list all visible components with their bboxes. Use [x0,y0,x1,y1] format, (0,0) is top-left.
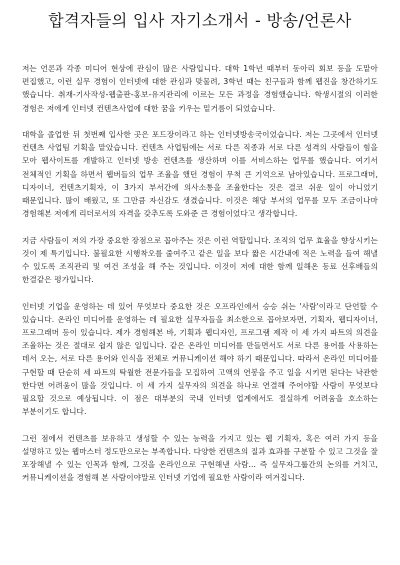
document-title: 합격자들의 입사 자기소개서 - 방송/언론사 [48,11,352,30]
paragraph-conclusion: 그런 점에서 컨텐츠를 보유하고 생성할 수 있는 능력을 가지고 있는 웹 기획자, 혹은 여러 가지 등을 설명하고 있는 웹마스터 정도만으로는 부족합니다. 다양한 컨텐츠의 질과 효과를 구분할 수 있고 그것을 잘 포장해낼 수 있는 인목과 함께, 그것을 온라인으로 구현해낸 사람... 즉 실무자그룹간의 논의를 거치고, 커뮤니케이션을 경험해 본 사람이야말로 인터넷 기업에 필요한 사람이라 여겨집니다. [22,433,378,483]
paragraph-intro: 저는 언론과 각종 미디어 현상에 관심이 많은 사람입니다. 대학 1학년 때부터 동아리 회보 등을 도맡아 편집했고, 이런 실무 경험이 인터넷에 대한 관심과 맞물려, 3학년 때는 친구들과 함께 웹진을 창간하기도 했습니다. 취재-기사작성-웹출판-홍보-유지관리에 이르는 모든 과정을 경험했습니다. 학생시절의 이러한 경험은 저에게 인터넷 컨텐츠사업에 대한 꿈을 키우는 밑거름이 되었습니다. [22,64,378,113]
document-body [22,62,378,484]
paragraph-first-job: 대학을 졸업한 뒤 첫번째 입사한 곳은 포드장이라고 하는 인터넷방송국이었습니다. 저는 그곳에서 인터넷 컨텐츠 사업팀 기획을 맡았습니다. 컨텐츠 사업팀에는 서로 다른 직종과 서로 다른 성격의 사람들이 힘을 모아 웹사이트를 개발하고 인터넷 방송 컨텐츠를 생산하며 이를 서비스하는 업무를 했습니다. 여기서 전체적인 기획을 하면서 웹버들의 업무 조율을 했던 경험이 무척 큰 기억으로 남아있습니다. 프로그래머, 디자이너, 컨텐츠기획자, 이 3가지 부서간에 의사소통을 조율한다는 것은 결코 쉬운 일이 아니었기 때문입니다. 많이 배웠고, 또 그만큼 자신감도 생겼습니다. 이것은 해당 부서의 업무를 모두 조금이나마 경험해본 저에게 리더로서의 자격을 갖추도록 도와준 큰 경험이었다고 생각합니다. [22,130,378,219]
paragraph-strengths: 지금 사람들이 저의 가장 중요한 장점으로 꼽아주는 것은 이런 역할입니다. 조직의 업무 효율을 향상시키는 것이 제 특기입니다. 불필요한 시행착오를 줄여주고 같은 일을 보다 짧은 시간내에 적은 노력을 들여 해낼 수 있도록 조직관리 및 여건 조성을 해 주는 것입니다. 이것이 저에 대한 함께 일해온 동료 선후배들의 한결같은 평가입니다. [22,235,378,285]
paragraph-people: 인터넷 기업을 운영하는 데 있어 무엇보다 중요한 것은 오프라인에서 승승 쉬는 '사람'이라고 단언할 수 있습니다. 온라인 미디어를 운영하는 데 필요한 실무자들을 최소한으로 꼽아보자면, 기획자, 웹디자이너, 프로그래머 등이 있습니다. 제가 경험해본 바, 기획과 웹디자인, 프로그램 제작 이 세 가지 파트의 의견을 조율하는 것은 절대로 쉽지 않은 일입니다. 같은 온라인 미디어를 만들면서도 서로 다른 용어를 사용하는 데서 오는, 서로 다른 용어와 인식을 전체로 커뮤니케이션 해야 하기 때문입니다. 따라서 온라인 미디어를 구현할 때 단순히 세 파트의 탁월한 전문가들을 모집하여 고액의 연봉을 주고 일을 시키면 된다는 낙관한 한다면 어려움이 많을 것입니다. 이 세 가지 실무자의 의견을 하나로 연결해 주어야할 사람이 무엇보다 필요할 것으로 예상됩니다. 이 점은 대부분의 국내 인터넷 업계에서도 절실하게 어려움을 호소하는 부분이기도 합니다. [22,301,378,417]
